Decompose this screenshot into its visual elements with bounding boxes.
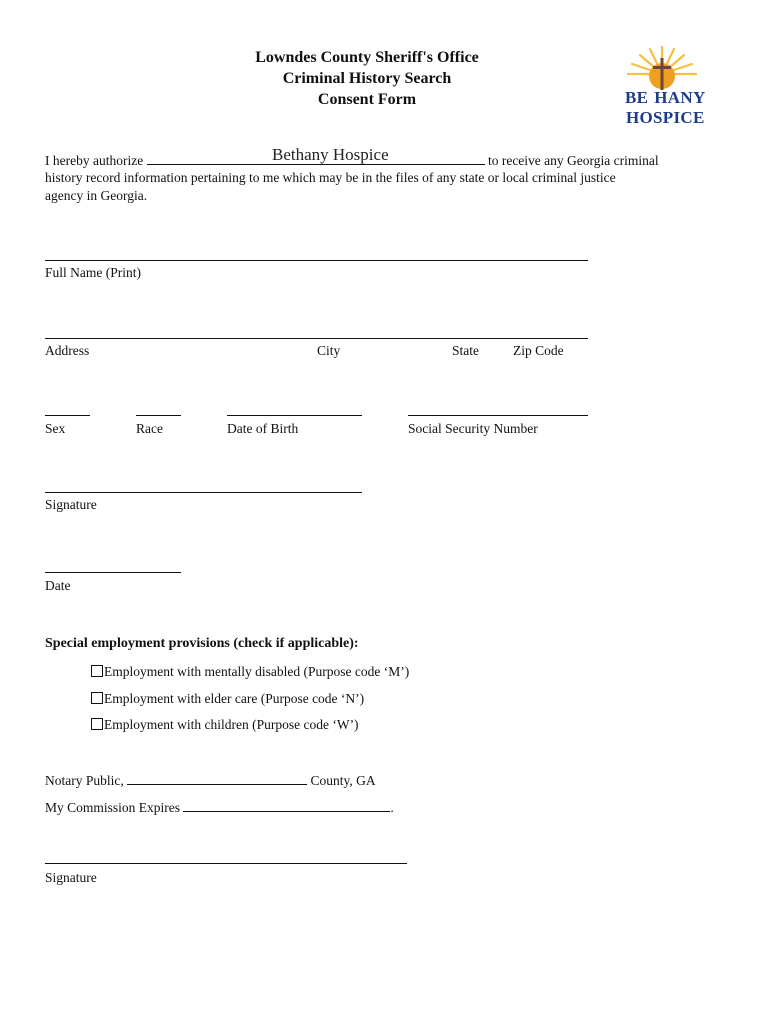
form-title-search: Criminal History Search [282, 70, 452, 87]
authorization-line3: agency in Georgia. [45, 188, 148, 203]
authorize-suffix: to receive any Georgia criminal [487, 153, 659, 168]
commission-line [45, 797, 394, 817]
option-elder-care[interactable] [91, 690, 364, 708]
notary-line [45, 770, 376, 790]
address-field[interactable] [45, 338, 588, 339]
option-label: Employment with elder care (Purpose code ‘N’) [104, 691, 365, 706]
state-label: State [452, 343, 479, 358]
form-title-agency: Lowndes County Sheriff's Office [255, 49, 479, 66]
sex-label: Sex [45, 421, 66, 436]
authorization-line2: history record information pertaining to me which may be in the files of any state or local criminal justice [45, 170, 616, 185]
option-children[interactable] [91, 716, 359, 734]
dob-field[interactable] [227, 415, 362, 416]
notary-suffix: County, GA [310, 773, 376, 788]
notary-signature-field[interactable] [45, 863, 407, 864]
logo-name-part2: HANY [654, 88, 706, 107]
date-label: Date [45, 578, 71, 593]
race-label: Race [136, 421, 163, 436]
option-label: Employment with children (Purpose code ‘W’) [104, 717, 359, 732]
race-field[interactable] [136, 415, 181, 416]
ssn-field[interactable] [408, 415, 588, 416]
notary-county-field[interactable] [127, 770, 307, 785]
special-provisions-heading: Special employment provisions (check if applicable): [45, 636, 359, 651]
city-label: City [317, 343, 341, 358]
signature-label: Signature [45, 497, 97, 512]
logo-name-part1: BE [625, 88, 649, 107]
dob-label: Date of Birth [227, 421, 299, 436]
form-title-consent: Consent Form [317, 91, 417, 108]
address-label: Address [45, 343, 90, 358]
commission-expires-field[interactable] [183, 797, 390, 812]
full-name-label: Full Name (Print) [45, 265, 141, 280]
sex-field[interactable] [45, 415, 90, 416]
checkbox-children[interactable] [91, 718, 103, 730]
checkbox-mentally-disabled[interactable] [91, 665, 103, 677]
ssn-label: Social Security Number [408, 421, 538, 436]
commission-end: . [390, 800, 394, 815]
signature-field[interactable] [45, 492, 362, 493]
sun-cross-logo-icon [622, 44, 702, 90]
option-mentally-disabled[interactable] [91, 663, 409, 681]
checkbox-elder-care[interactable] [91, 692, 103, 704]
logo-name-line2: HOSPICE [626, 108, 705, 127]
notary-signature-label: Signature [45, 870, 97, 885]
commission-label: My Commission Expires [45, 800, 181, 815]
option-label: Employment with mentally disabled (Purpose code ‘M’) [104, 664, 410, 679]
notary-prefix: Notary Public, [45, 773, 124, 788]
date-field[interactable] [45, 572, 181, 573]
authorized-party-value: Bethany Hospice [272, 145, 389, 164]
full-name-field[interactable] [45, 260, 588, 261]
zip-label: Zip Code [513, 343, 564, 358]
bethany-hospice-logo [622, 44, 732, 130]
authorize-prefix: I hereby authorize [45, 153, 144, 168]
